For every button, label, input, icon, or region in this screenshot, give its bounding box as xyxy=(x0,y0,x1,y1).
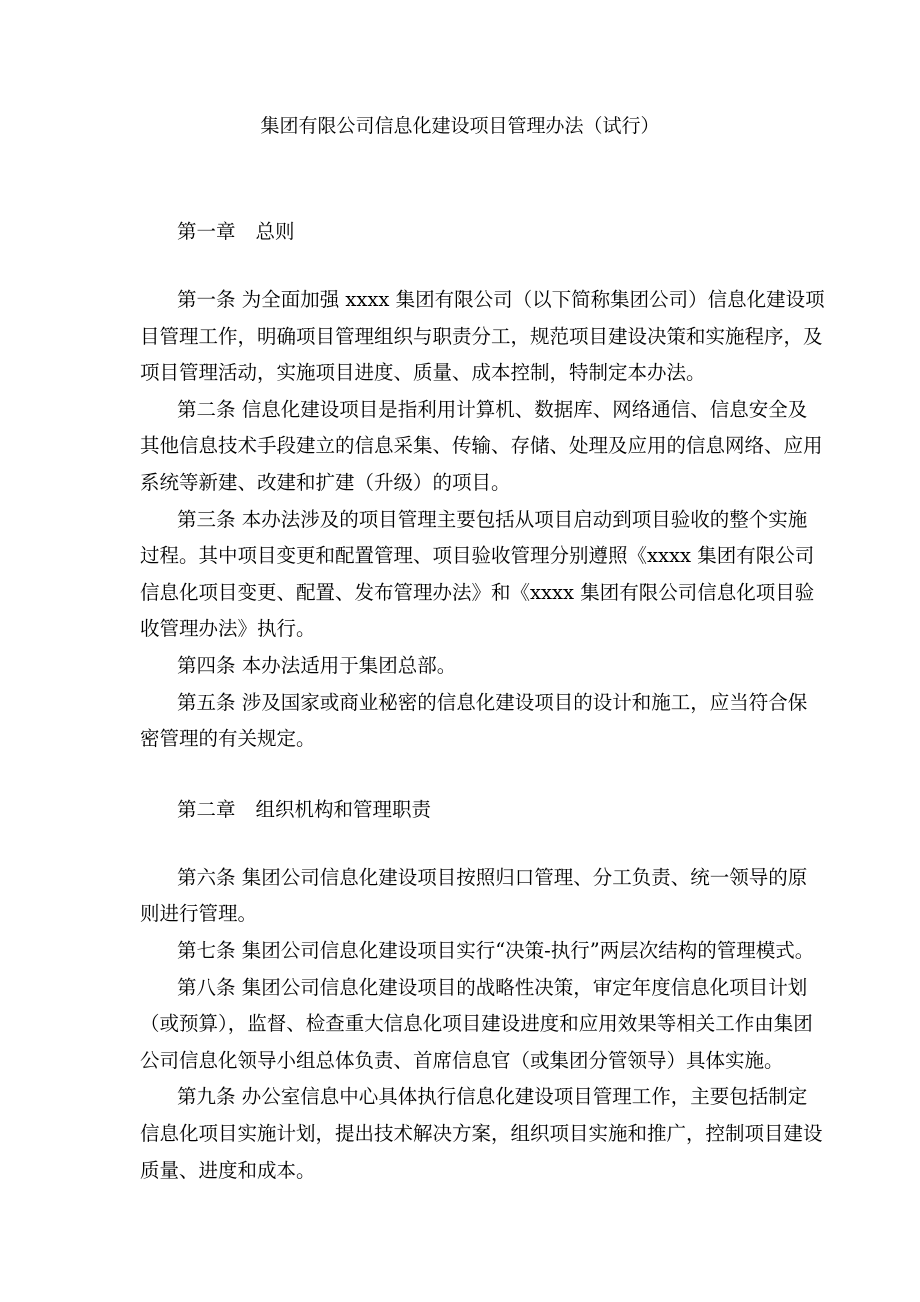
article-first-line: 第五条 涉及国家或商业秘密的信息化建设项目的设计和施工，应当符合保 xyxy=(177,690,808,714)
article-line: 其他信息技术手段建立的信息采集、传输、存储、处理及应用的信息网络、应用 xyxy=(140,434,823,458)
article-line: 密管理的有关规定。 xyxy=(140,727,316,751)
article-first-line: 第四条 本办法适用于集团总部。 xyxy=(177,654,457,677)
article-line: 则进行管理。 xyxy=(140,902,258,926)
article-first-line: 第三条 本办法涉及的项目管理主要包括从项目启动到项目验收的整个实施 xyxy=(177,507,808,531)
chapter-number: 第二章 xyxy=(177,797,236,821)
article-line: 收管理办法》执行。 xyxy=(140,617,316,641)
article-first-line: 第六条 集团公司信息化建设项目按照归口管理、分工负责、统一领导的原 xyxy=(177,865,808,889)
article-line: 公司信息化领导小组总体负责、首席信息官（或集团分管领导）具体实施。 xyxy=(140,1048,784,1072)
chapter-name: 组织机构和管理职责 xyxy=(255,797,432,821)
chapter-heading xyxy=(177,796,431,824)
article-line: 质量、进度和成本。 xyxy=(140,1158,316,1182)
article-line: 信息化项目变更、配置、发布管理办法》和《xxxx 集团有限公司信息化项目验 xyxy=(140,580,815,604)
article-line: 过程。其中项目变更和配置管理、项目验收管理分别遵照《xxxx 集团有限公司 xyxy=(140,544,815,568)
chapter-heading xyxy=(177,218,295,246)
chapter-number: 第一章 xyxy=(177,220,236,243)
article-first-line: 第二条 信息化建设项目是指利用计算机、数据库、网络通信、信息安全及 xyxy=(177,397,808,421)
article-line: 目管理工作，明确项目管理组织与职责分工，规范项目建设决策和实施程序，及 xyxy=(140,324,823,348)
article-first-line: 第八条 集团公司信息化建设项目的战略性决策，审定年度信息化项目计划 xyxy=(177,975,808,999)
chapter-name: 总则 xyxy=(255,220,295,243)
article-line: 项目管理活动，实施项目进度、质量、成本控制，特制定本办法。 xyxy=(140,361,706,385)
document-title: 集团有限公司信息化建设项目管理办法（试行） xyxy=(260,115,660,137)
article-first-line: 第一条 为全面加强 xxxx 集团有限公司（以下简称集团公司）信息化建设项 xyxy=(177,288,825,311)
article-first-line: 第九条 办公室信息中心具体执行信息化建设项目管理工作，主要包括制定 xyxy=(177,1085,808,1109)
article-line: （或预算），监督、检查重大信息化项目建设进度和应用效果等相关工作由集团 xyxy=(140,1012,813,1036)
article-first-line: 第七条 集团公司信息化建设项目实行“决策-执行”两层次结构的管理模式。 xyxy=(177,939,815,962)
article-line: 系统等新建、改建和扩建（升级）的项目。 xyxy=(140,471,511,494)
article-line: 信息化项目实施计划，提出技术解决方案，组织项目实施和推广，控制项目建设 xyxy=(140,1122,823,1145)
